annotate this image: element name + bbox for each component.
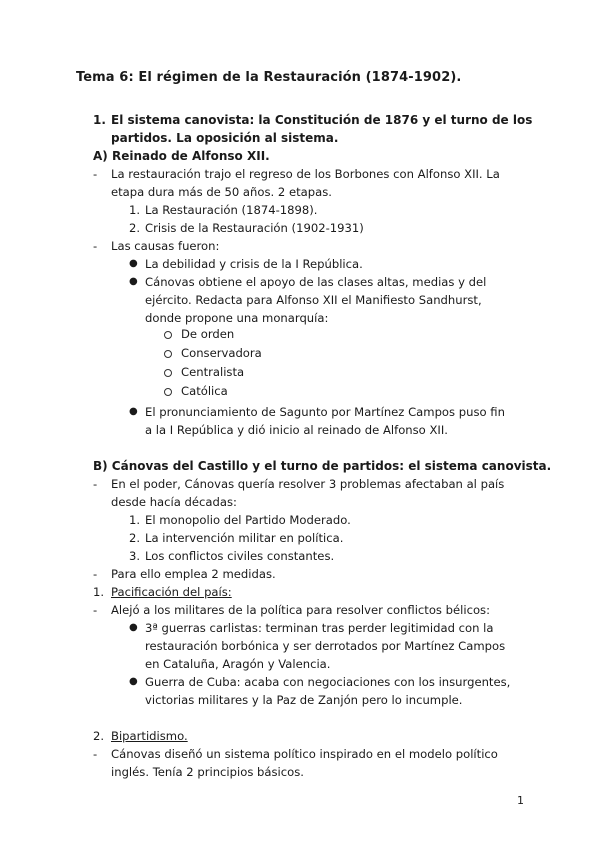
circle-bullet-icon — [164, 369, 172, 377]
measure-title: Bipartidismo. — [111, 729, 188, 743]
paragraph-line: etapa dura más de 50 años. 2 etapas. — [111, 185, 332, 199]
dash-marker: - — [93, 603, 98, 617]
dash-marker: - — [93, 567, 98, 581]
bullet-icon: ● — [129, 406, 138, 417]
list-number: 2. — [93, 729, 105, 743]
subsection-b-heading: B) Cánovas del Castillo y el turno de partidos: el sistema canovista. — [93, 459, 552, 473]
list-item: La intervención militar en política. — [145, 531, 344, 545]
bullet-item-line: 3ª guerras carlistas: terminan tras perder legitimidad con la — [145, 621, 494, 635]
list-number: 1. — [129, 513, 141, 527]
sub-bullet-item: De orden — [181, 327, 235, 341]
bullet-item-line: donde propone una monarquía: — [145, 311, 329, 325]
list-item: Crisis de la Restauración (1902-1931) — [145, 221, 364, 235]
bullet-icon: ● — [129, 676, 138, 687]
bullet-icon: ● — [129, 258, 138, 269]
bullet-item-line: Cánovas obtiene el apoyo de las clases altas, medias y del — [145, 275, 487, 289]
paragraph-line: inglés. Tenía 2 principios básicos. — [111, 765, 304, 779]
bullet-item: La debilidad y crisis de la I República. — [145, 257, 363, 271]
paragraph-line: Las causas fueron: — [111, 239, 220, 253]
list-number: 3. — [129, 549, 141, 563]
list-number: 2. — [129, 221, 141, 235]
list-item: La Restauración (1874-1898). — [145, 203, 318, 217]
sub-bullet-item: Centralista — [181, 365, 245, 379]
paragraph-line: La restauración trajo el regreso de los Borbones con Alfonso XII. La — [111, 167, 500, 181]
dash-marker: - — [93, 477, 98, 491]
sub-bullet-item: Conservadora — [181, 346, 262, 360]
bullet-item-line: Guerra de Cuba: acaba con negociaciones con los insurgentes, — [145, 675, 511, 689]
list-number: 2. — [129, 531, 141, 545]
bullet-icon: ● — [129, 276, 138, 287]
subsection-a-heading: A) Reinado de Alfonso XII. — [93, 149, 270, 163]
bullet-item-line: victorias militares y la Paz de Zanjón pero lo incumple. — [145, 693, 463, 707]
dash-marker: - — [93, 747, 98, 761]
paragraph-line: Alejó a los militares de la política para resolver conflictos bélicos: — [111, 603, 490, 617]
list-item: Los conflictos civiles constantes. — [145, 549, 335, 563]
list-item: El monopolio del Partido Moderado. — [145, 513, 351, 527]
paragraph-line: Para ello emplea 2 medidas. — [111, 567, 276, 581]
dash-marker: - — [93, 239, 98, 253]
paragraph-line: desde hacía décadas: — [111, 495, 237, 509]
paragraph-line: Cánovas diseñó un sistema político inspirado en el modelo político — [111, 747, 498, 761]
sub-bullet-item: Católica — [181, 384, 228, 398]
dash-marker: - — [93, 167, 98, 181]
page-title: Tema 6: El régimen de la Restauración (1874-1902). — [76, 70, 462, 85]
bullet-item-line: El pronunciamiento de Sagunto por Martínez Campos puso fin — [145, 405, 505, 419]
section-heading-line-1: El sistema canovista: la Constitución de 1876 y el turno de los — [111, 113, 533, 127]
bullet-item-line: en Cataluña, Aragón y Valencia. — [145, 657, 331, 671]
circle-bullet-icon — [164, 388, 172, 396]
circle-bullet-icon — [164, 350, 172, 358]
measure-title: Pacificación del país: — [111, 585, 232, 599]
bullet-item-line: restauración borbónica y ser derrotados por Martínez Campos — [145, 639, 506, 653]
bullet-item-line: a la I República y dió inicio al reinado de Alfonso XII. — [145, 423, 448, 437]
section-heading-line-2: partidos. La oposición al sistema. — [111, 131, 339, 145]
page-number: 1 — [517, 794, 524, 807]
paragraph-line: En el poder, Cánovas quería resolver 3 problemas afectaban al país — [111, 477, 505, 491]
section-number: 1. — [93, 113, 106, 127]
circle-bullet-icon — [164, 331, 172, 339]
bullet-item-line: ejército. Redacta para Alfonso XII el Manifiesto Sandhurst, — [145, 293, 482, 307]
list-number: 1. — [93, 585, 105, 599]
bullet-icon: ● — [129, 622, 138, 633]
list-number: 1. — [129, 203, 141, 217]
